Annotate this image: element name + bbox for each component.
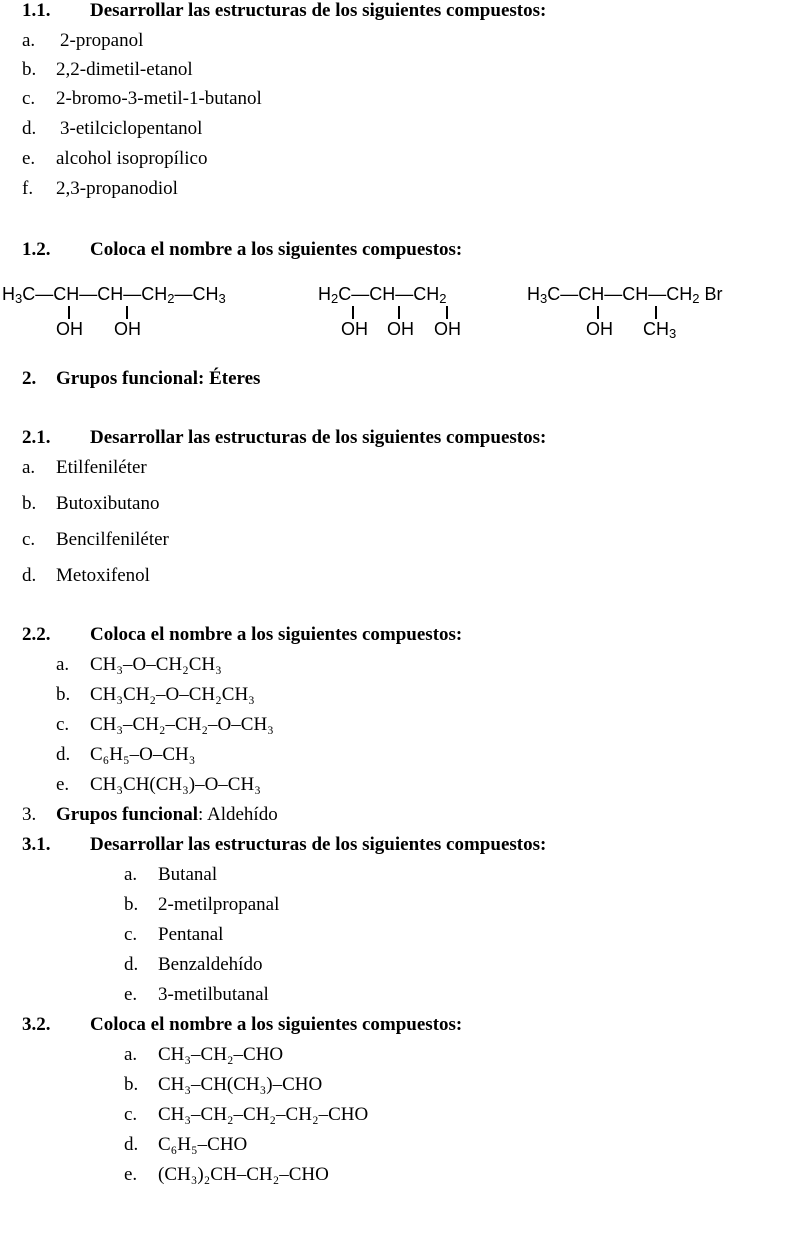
item-label: b. bbox=[56, 684, 71, 705]
list-item bbox=[124, 864, 217, 886]
list-item bbox=[124, 1074, 322, 1096]
item-label: e. bbox=[22, 148, 36, 169]
list-item bbox=[124, 954, 262, 976]
item-label: b. bbox=[124, 894, 139, 915]
structure-3-substituent: OH bbox=[586, 319, 613, 339]
item-text: 2-propanol bbox=[60, 30, 144, 51]
bond bbox=[446, 306, 448, 319]
list-item bbox=[22, 565, 150, 587]
bond bbox=[655, 306, 657, 319]
section-3-2-heading bbox=[22, 1014, 462, 1036]
section-number: 3.2. bbox=[22, 1014, 51, 1035]
bond bbox=[126, 306, 128, 319]
item-label: a. bbox=[22, 457, 36, 478]
structure-1-main-chain: $H_3C—CH—CH—CH_2—CH_3$ bbox=[2, 284, 226, 306]
item-label: f. bbox=[22, 178, 34, 199]
item-text: CH₃–CH₂–CHO bbox=[158, 1044, 284, 1065]
section-title: Grupos funcional: Éteres bbox=[56, 368, 261, 389]
list-item bbox=[124, 894, 279, 916]
item-text: 2-metilpropanal bbox=[158, 894, 280, 915]
item-text: Benzaldehído bbox=[158, 954, 263, 975]
item-label: a. bbox=[124, 864, 138, 885]
item-text: CH₃–CH₂–CH₂–O–CH₃ bbox=[90, 714, 274, 735]
section-number: 2.2. bbox=[22, 624, 51, 645]
list-item bbox=[22, 59, 193, 81]
item-label: e. bbox=[124, 984, 138, 1005]
item-label: a. bbox=[56, 654, 70, 675]
item-label: c. bbox=[124, 924, 138, 945]
section-title: Desarrollar las estructuras de los siguientes compuestos: bbox=[90, 0, 547, 21]
list-item bbox=[124, 1164, 329, 1186]
list-item bbox=[22, 457, 147, 479]
item-text: 2,3-propanodiol bbox=[56, 178, 178, 199]
item-label: d. bbox=[22, 118, 37, 139]
section-title: Desarrollar las estructuras de los siguientes compuestos: bbox=[90, 427, 547, 448]
section-title-bold: Grupos funcional bbox=[56, 804, 199, 825]
bond bbox=[597, 306, 599, 319]
list-item bbox=[56, 744, 195, 766]
item-text: C₆H₅–O–CH₃ bbox=[90, 744, 196, 765]
list-item bbox=[22, 30, 143, 52]
item-text: Butoxibutano bbox=[56, 493, 160, 514]
list-item bbox=[22, 148, 207, 170]
item-label: c. bbox=[22, 88, 36, 109]
list-item bbox=[22, 178, 178, 200]
item-text: CH₃–CH₂–CH₂–CH₂–CHO bbox=[158, 1104, 369, 1125]
structure-3-substituent: $CH_3$ bbox=[643, 319, 677, 341]
list-item bbox=[22, 529, 169, 551]
list-item bbox=[56, 714, 274, 736]
section-1-2-heading bbox=[22, 239, 462, 261]
item-text: CH₃–CH(CH₃)–CHO bbox=[158, 1074, 323, 1095]
section-number: 1.2. bbox=[22, 239, 51, 260]
section-number: 1.1. bbox=[22, 0, 51, 21]
item-label: b. bbox=[124, 1074, 139, 1095]
list-item bbox=[56, 654, 222, 676]
item-text: Bencilfeniléter bbox=[56, 529, 169, 550]
section-title: Coloca el nombre a los siguientes compuestos: bbox=[90, 1014, 463, 1035]
item-label: a. bbox=[124, 1044, 138, 1065]
list-item bbox=[56, 774, 261, 796]
section-2-2-heading bbox=[22, 624, 462, 646]
list-item bbox=[124, 1134, 247, 1156]
section-number: 2.1. bbox=[22, 427, 51, 448]
section-title: Coloca el nombre a los siguientes compuestos: bbox=[90, 624, 463, 645]
item-label: c. bbox=[124, 1104, 138, 1125]
item-label: c. bbox=[22, 529, 36, 550]
item-text: (CH₃)₂CH–CH₂–CHO bbox=[158, 1164, 329, 1185]
list-item bbox=[124, 1044, 283, 1066]
item-label: e. bbox=[56, 774, 70, 795]
section-title-rest: : Aldehído bbox=[198, 804, 278, 825]
list-item bbox=[22, 118, 202, 140]
item-label: d. bbox=[22, 565, 37, 586]
structure-1-substituent: OH bbox=[56, 319, 83, 339]
item-text: CH₃CH(CH₃)–O–CH₃ bbox=[90, 774, 261, 795]
structure-2-main-chain: $H_2C—CH—CH_2$ bbox=[318, 284, 447, 306]
item-label: b. bbox=[22, 59, 37, 80]
item-text: alcohol isopropílico bbox=[56, 148, 208, 169]
structure-3-main-chain: $H_3C—CH—CH—CH_2$ Br bbox=[527, 284, 723, 306]
item-text: 3-etilciclopentanol bbox=[60, 118, 203, 139]
structure-1-substituent: OH bbox=[114, 319, 141, 339]
item-text: CH₃–O–CH₂CH₃ bbox=[90, 654, 222, 675]
list-item bbox=[22, 493, 159, 515]
item-label: b. bbox=[22, 493, 37, 514]
bond bbox=[352, 306, 354, 319]
section-title: Desarrollar las estructuras de los siguientes compuestos: bbox=[90, 834, 547, 855]
item-label: d. bbox=[56, 744, 71, 765]
section-2-heading bbox=[22, 368, 260, 390]
list-item bbox=[22, 88, 262, 110]
section-1-1-heading bbox=[22, 0, 546, 22]
list-item bbox=[124, 984, 269, 1006]
item-label: a. bbox=[22, 30, 36, 51]
list-item bbox=[124, 924, 223, 946]
item-label: d. bbox=[124, 954, 139, 975]
item-text: Etilfeniléter bbox=[56, 457, 147, 478]
item-label: c. bbox=[56, 714, 70, 735]
list-item bbox=[124, 1104, 368, 1126]
section-number: 3.1. bbox=[22, 834, 51, 855]
item-text: 2,2-dimetil-etanol bbox=[56, 59, 193, 80]
section-number: 3. bbox=[22, 804, 37, 825]
bond bbox=[398, 306, 400, 319]
item-text: Metoxifenol bbox=[56, 565, 150, 586]
structure-2-substituent: OH bbox=[387, 319, 414, 339]
item-text: Butanal bbox=[158, 864, 218, 885]
section-3-heading bbox=[22, 804, 278, 826]
structure-2-substituent: OH bbox=[341, 319, 368, 339]
bond bbox=[68, 306, 70, 319]
item-text: 3-metilbutanal bbox=[158, 984, 269, 1005]
section-title: Coloca el nombre a los siguientes compuestos: bbox=[90, 239, 463, 260]
section-3-1-heading bbox=[22, 834, 546, 856]
item-label: e. bbox=[124, 1164, 138, 1185]
structure-2-substituent: OH bbox=[434, 319, 461, 339]
section-2-1-heading bbox=[22, 427, 546, 449]
section-number: 2. bbox=[22, 368, 37, 389]
item-label: d. bbox=[124, 1134, 139, 1155]
item-text: 2-bromo-3-metil-1-butanol bbox=[56, 88, 262, 109]
item-text: C₆H₅–CHO bbox=[158, 1134, 248, 1155]
item-text: Pentanal bbox=[158, 924, 224, 945]
item-text: CH₃CH₂–O–CH₂CH₃ bbox=[90, 684, 255, 705]
list-item bbox=[56, 684, 255, 706]
